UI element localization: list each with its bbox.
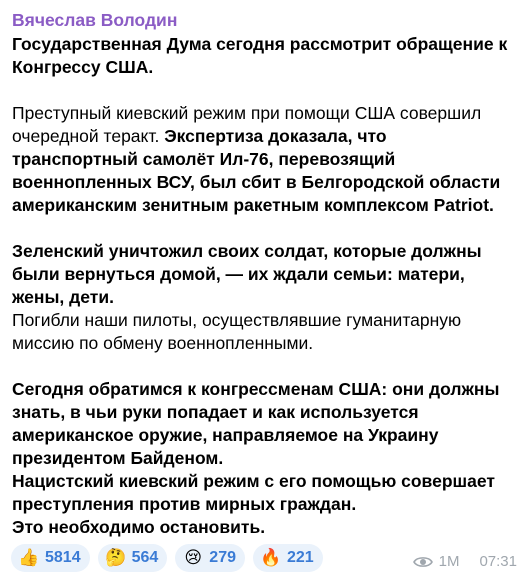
text-line: были вернуться домой, — их ждали семьи: матери,	[12, 264, 465, 284]
reaction-count: 279	[209, 549, 236, 566]
text-line: Погибли наши пилоты, осуществлявшие гуманитарную	[12, 310, 462, 330]
text-line: президентом Байденом.	[12, 448, 224, 468]
text-line: Преступный киевский режим при помощи США совершил	[12, 103, 482, 123]
reaction-count: 221	[287, 549, 314, 566]
views-count: 1M	[438, 553, 460, 570]
message-text	[12, 33, 519, 539]
reaction-count: 564	[131, 549, 159, 566]
reaction-count: 5814	[45, 549, 81, 566]
text-line: Это необходимо остановить.	[12, 517, 266, 537]
text-line: Государственная Дума сегодня рассмотрит обращение к	[12, 34, 508, 54]
reaction-button[interactable]	[253, 544, 323, 572]
reaction-button[interactable]	[11, 544, 90, 572]
text-line: транспортный самолёт Ил-76, перевозящий	[12, 149, 396, 169]
eye-icon	[413, 555, 433, 569]
text-line	[12, 125, 519, 148]
text-line: американское оружие, направляемое на Украину	[12, 425, 439, 445]
text-line: преступления против мирных граждан.	[12, 494, 357, 514]
paragraph-gap	[12, 217, 519, 240]
text-line: Сегодня обратимся к конгрессменам США: они должны	[12, 379, 500, 399]
text-line: военнопленных ВСУ, был сбит в Белгородской области	[12, 172, 501, 192]
thumbs-up-icon: 👍	[18, 548, 40, 568]
paragraph-gap	[12, 79, 519, 102]
author-name[interactable]: Вячеслав Володин	[12, 10, 178, 30]
thinking-face-icon: 🤔	[105, 548, 127, 568]
text-segment: очередной теракт.	[12, 126, 165, 146]
paragraph-gap	[12, 355, 519, 378]
text-line: жены, дети.	[12, 287, 114, 307]
reactions-bar	[11, 544, 323, 572]
text-line: Нацистский киевский режим с его помощью совершает	[12, 471, 495, 491]
text-segment: Экспертиза доказала, что	[164, 126, 387, 146]
text-line: миссию по обмену военнопленными.	[12, 333, 314, 353]
reaction-button[interactable]	[175, 544, 245, 572]
text-line: Зеленский уничтожил своих солдат, которые должны	[12, 241, 482, 261]
text-line: американским зенитным ракетным комплексом Patriot.	[12, 195, 494, 215]
reaction-button[interactable]	[98, 544, 168, 572]
crying-face-icon: 😢	[184, 548, 203, 568]
message-time: 07:31	[479, 553, 517, 570]
message-meta	[413, 553, 517, 570]
text-line: Конгрессу США.	[12, 57, 154, 77]
fire-icon: 🔥	[260, 548, 282, 568]
text-line: знать, в чьи руки попадает и как используется	[12, 402, 419, 422]
